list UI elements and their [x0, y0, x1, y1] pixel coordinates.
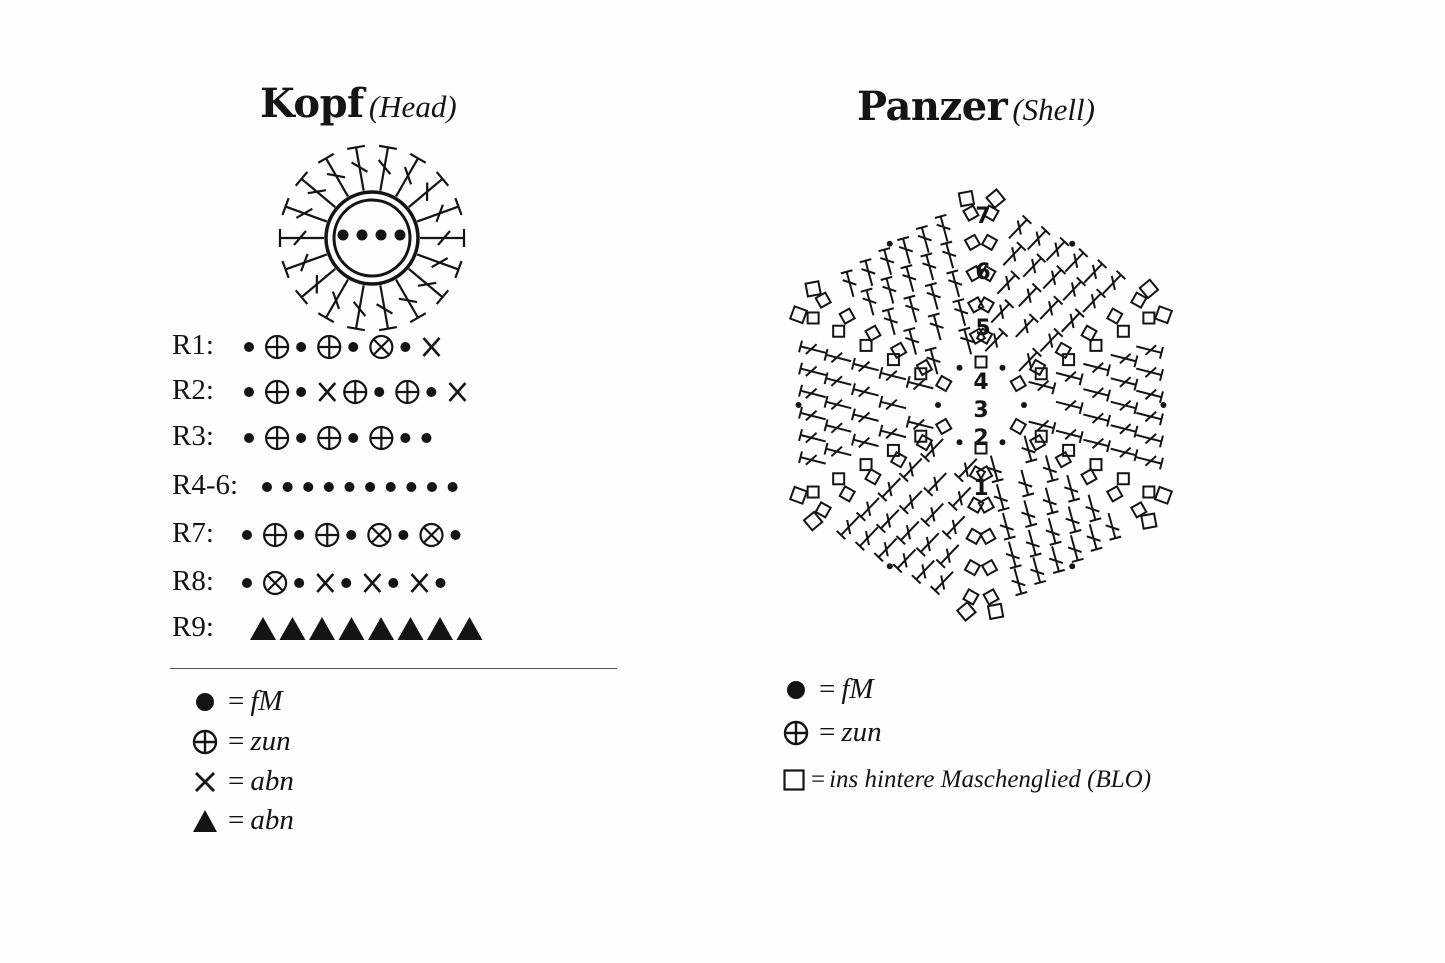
post-stitch	[940, 242, 956, 269]
stitch-dot	[1069, 241, 1075, 247]
post-stitch	[1029, 381, 1056, 394]
round-number: 4	[973, 370, 989, 395]
stitch-increase	[264, 524, 286, 546]
blo-square	[1118, 326, 1129, 337]
cross-icon	[192, 769, 218, 795]
shell-legend-blo: = ins hintere Maschenglied (BLO)	[783, 766, 1151, 794]
post-stitch	[1111, 354, 1138, 367]
stitch-dot	[296, 387, 306, 397]
stitch-dot	[400, 433, 410, 443]
post-stitch	[1083, 439, 1110, 452]
head-row-label: R4-6:	[172, 469, 239, 501]
blo-square	[808, 312, 819, 323]
stitch-dot	[450, 530, 460, 540]
post-stitch	[1029, 421, 1056, 434]
post-stitch	[1043, 488, 1059, 515]
blo-square	[1155, 306, 1172, 323]
shell-hexagon-diagram	[761, 170, 1201, 640]
blo-square	[888, 354, 899, 365]
post-stitch	[928, 313, 944, 340]
head-row-stitches	[240, 330, 500, 364]
post-stitch	[852, 409, 879, 422]
stitch-dot	[435, 578, 445, 588]
shell-legend-zun-text: zun	[841, 716, 882, 748]
stitch-dot	[1160, 402, 1166, 408]
stitch-dot	[957, 439, 963, 445]
stitch-decrease	[319, 383, 335, 401]
spoke-stitch	[420, 229, 464, 247]
round-number: 7	[975, 204, 991, 229]
post-stitch	[799, 385, 826, 398]
post-stitch	[1083, 363, 1110, 376]
shell-title	[857, 83, 1095, 130]
post-stitch	[912, 561, 934, 584]
blo-square	[1131, 293, 1146, 308]
blo-square	[833, 326, 844, 337]
blo-square	[790, 306, 807, 323]
stitch-dot	[1021, 402, 1027, 408]
post-stitch	[1040, 296, 1062, 319]
head-row-stitches	[238, 518, 498, 552]
blo-square	[1082, 326, 1097, 341]
round-number: 3	[973, 398, 989, 423]
post-stitch	[1086, 495, 1102, 522]
stitch-dot	[426, 387, 436, 397]
stitch-dot	[957, 365, 963, 371]
stitch-invisible-decrease	[250, 617, 276, 640]
post-stitch	[825, 372, 852, 385]
post-stitch	[1062, 309, 1084, 332]
post-stitch	[988, 456, 1004, 483]
post-stitch	[1084, 260, 1106, 283]
blo-square	[988, 604, 1003, 619]
blo-square	[816, 502, 831, 517]
post-stitch	[893, 550, 915, 573]
stitch-dot	[1000, 439, 1006, 445]
post-stitch	[1111, 424, 1138, 437]
stitch-dot	[296, 433, 306, 443]
post-stitch	[947, 270, 963, 297]
post-stitch	[1083, 413, 1110, 426]
stitch-increase	[370, 427, 392, 449]
post-stitch	[882, 308, 898, 335]
stitch-dot	[935, 402, 941, 408]
head-title-sub: (Head)	[368, 89, 457, 124]
blo-square	[1118, 473, 1129, 484]
post-stitch	[901, 265, 917, 292]
spoke-stitch	[282, 254, 326, 278]
post-stitch	[1003, 242, 1025, 265]
blo-square	[1090, 340, 1101, 351]
blo-square	[1107, 309, 1122, 324]
stitch-invisible-decrease	[398, 617, 424, 640]
stitch-dot	[296, 342, 306, 352]
post-stitch	[959, 328, 975, 355]
blo-square	[936, 376, 951, 391]
post-stitch	[1000, 513, 1016, 540]
post-stitch	[1043, 266, 1065, 289]
post-stitch	[907, 376, 934, 389]
post-stitch	[1021, 500, 1037, 527]
blo-square	[833, 473, 844, 484]
stitch-dot	[1000, 365, 1006, 371]
head-divider	[170, 668, 617, 669]
stitch-dot	[887, 241, 893, 247]
post-stitch	[1087, 524, 1103, 551]
blo-square	[968, 297, 983, 312]
triangle-icon	[192, 808, 218, 834]
spoke-stitch	[296, 172, 335, 207]
shell-legend-fm: = fM	[783, 673, 874, 706]
stitch-dot	[427, 482, 437, 492]
blo-square	[980, 529, 995, 544]
head-title	[260, 80, 457, 127]
post-stitch	[1064, 475, 1080, 502]
post-stitch	[825, 443, 852, 456]
post-stitch	[1056, 430, 1083, 443]
post-stitch	[997, 271, 1019, 294]
spoke-stitch	[409, 269, 448, 304]
post-stitch	[921, 253, 937, 280]
blo-square	[1141, 514, 1156, 529]
blo-square	[965, 235, 980, 250]
shell-title-main: Panzer	[857, 83, 1008, 130]
post-stitch	[1018, 470, 1034, 497]
stitch-increase	[266, 336, 288, 358]
post-stitch	[935, 215, 951, 242]
head-legend-abn-cross: = abn	[192, 765, 294, 798]
post-stitch	[1083, 388, 1110, 401]
stitch-decrease	[411, 574, 427, 592]
head-legend-fm: = fM	[192, 685, 283, 718]
stitch-increase	[344, 381, 366, 403]
head-row-stitches	[240, 421, 500, 455]
head-legend-abn-cross-text: abn	[250, 765, 294, 797]
stitch-invisible-decrease	[309, 617, 335, 640]
blo-square	[1056, 452, 1071, 467]
stitch-increase	[266, 381, 288, 403]
stitch-invisible-decrease	[280, 617, 306, 640]
blo-square	[840, 309, 855, 324]
post-stitch	[921, 504, 943, 527]
stitch-dot	[796, 402, 802, 408]
stitch-invisible-decrease	[457, 617, 483, 640]
dot-icon	[783, 677, 809, 703]
post-stitch	[877, 510, 899, 533]
post-stitch	[852, 383, 879, 396]
blo-square	[865, 469, 880, 484]
spoke-stitch	[347, 285, 365, 330]
post-stitch	[1136, 412, 1163, 425]
post-stitch	[841, 270, 857, 297]
shell-title-sub: (Shell)	[1012, 92, 1095, 127]
post-stitch	[907, 416, 934, 429]
head-row-label: R2:	[172, 374, 214, 406]
blo-square	[1063, 354, 1074, 365]
stitch-decrease	[317, 574, 333, 592]
stitch-dot	[348, 342, 358, 352]
post-stitch	[1012, 568, 1028, 595]
post-stitch	[1026, 530, 1042, 557]
stitch-invisible-decrease	[339, 617, 365, 640]
stitch-dot	[294, 578, 304, 588]
square-icon	[783, 769, 805, 791]
post-stitch	[936, 545, 958, 568]
blo-square	[1155, 487, 1172, 504]
post-stitch	[799, 407, 826, 420]
post-stitch	[1049, 546, 1065, 573]
post-stitch	[1068, 535, 1084, 562]
blo-square	[982, 235, 997, 250]
post-stitch	[1083, 289, 1105, 312]
stitch-dot	[344, 482, 354, 492]
post-stitch	[1111, 448, 1138, 461]
post-stitch	[825, 419, 852, 432]
blo-square	[888, 445, 899, 456]
blo-square	[840, 486, 855, 501]
spoke-stitch	[377, 285, 397, 330]
head-legend-zun-text: zun	[250, 725, 291, 757]
round-number: 6	[975, 260, 991, 285]
post-stitch	[942, 516, 964, 539]
round-number: 1	[973, 476, 989, 501]
post-stitch	[1016, 314, 1038, 337]
blo-square	[865, 326, 880, 341]
stitch-increase	[318, 427, 340, 449]
stitch-dot	[400, 342, 410, 352]
stitch-dot	[303, 482, 313, 492]
post-stitch	[799, 363, 826, 376]
stitch-decrease-circled	[264, 572, 286, 594]
post-stitch	[899, 491, 921, 514]
post-stitch	[852, 358, 879, 371]
post-stitch	[1136, 434, 1163, 447]
stitch-increase	[266, 427, 288, 449]
spoke-stitch	[280, 229, 324, 247]
post-stitch	[799, 451, 826, 464]
blo-square	[982, 560, 997, 575]
stitch-dot	[448, 482, 458, 492]
stitch-dot	[324, 482, 334, 492]
post-stitch	[1103, 271, 1125, 294]
post-stitch	[1028, 227, 1050, 250]
post-stitch	[1030, 557, 1046, 584]
spoke-stitch	[417, 198, 461, 222]
spoke-stitch	[409, 172, 448, 207]
post-stitch	[878, 248, 894, 275]
stitch-dot	[365, 482, 375, 492]
post-stitch	[1066, 506, 1082, 533]
blo-square	[861, 459, 872, 470]
blo-square	[1143, 487, 1154, 498]
blo-square	[861, 340, 872, 351]
blo-square	[984, 589, 999, 604]
head-row-stitches	[238, 566, 498, 600]
post-stitch	[825, 396, 852, 409]
post-stitch	[874, 538, 896, 561]
spoke-stitch	[296, 269, 335, 304]
stitch-increase	[396, 381, 418, 403]
stitch-dot	[386, 482, 396, 492]
head-legend-abn-triangle: = abn	[192, 804, 294, 837]
shell-legend-blo-text: ins hintere Maschenglied (BLO)	[829, 766, 1152, 793]
stitch-dot	[374, 387, 384, 397]
stitch-dot	[341, 578, 351, 588]
post-stitch	[924, 473, 946, 496]
post-stitch	[825, 349, 852, 362]
stitch-dot	[348, 433, 358, 443]
stitch-dot	[244, 342, 254, 352]
blo-square	[1011, 376, 1026, 391]
post-stitch	[897, 237, 913, 264]
head-row-stitches	[246, 612, 506, 646]
blo-square	[806, 281, 821, 296]
blo-square	[808, 487, 819, 498]
head-legend-fm-text: fM	[250, 685, 283, 717]
post-stitch	[931, 572, 953, 595]
stitch-dot	[242, 530, 252, 540]
stitch-dot	[242, 578, 252, 588]
head-row-label: R8:	[172, 565, 214, 597]
post-stitch	[881, 277, 897, 304]
stitch-dot	[406, 482, 416, 492]
stitch-dot	[283, 482, 293, 492]
stitch-increase	[318, 336, 340, 358]
stitch-dot	[421, 433, 431, 443]
post-stitch	[1009, 215, 1031, 238]
head-legend-abn-triangle-text: abn	[250, 804, 294, 836]
post-stitch	[861, 289, 877, 316]
blo-square	[936, 419, 951, 434]
post-stitch	[860, 259, 876, 286]
shell-legend-fm-text: fM	[841, 673, 874, 705]
blo-square	[1082, 469, 1097, 484]
post-stitch	[852, 434, 879, 447]
head-round-diagram	[272, 143, 472, 333]
post-stitch	[799, 429, 826, 442]
post-stitch	[1047, 238, 1069, 261]
stitch-decrease-circled	[370, 336, 392, 358]
post-stitch	[856, 527, 878, 550]
dot-icon	[192, 689, 218, 715]
head-legend-zun: = zun	[192, 725, 291, 758]
post-stitch	[1136, 390, 1163, 403]
stitch-dot	[262, 482, 272, 492]
post-stitch	[878, 478, 900, 501]
blo-square	[1011, 419, 1026, 434]
head-row-label: R1:	[172, 329, 214, 361]
post-stitch	[1019, 284, 1041, 307]
spoke-stitch	[347, 146, 367, 191]
post-stitch	[879, 396, 906, 409]
circle-plus-icon	[783, 720, 809, 746]
spoke-stitch	[417, 254, 461, 278]
post-stitch	[799, 341, 826, 354]
blo-square	[967, 529, 982, 544]
spoke-stitch	[282, 198, 326, 222]
round-number: 5	[975, 316, 991, 341]
stitch-invisible-decrease	[427, 617, 453, 640]
post-stitch	[1006, 542, 1022, 569]
post-stitch	[1063, 277, 1085, 300]
stitch-decrease-circled	[420, 524, 442, 546]
blo-square	[1107, 486, 1122, 501]
blo-square	[976, 357, 987, 368]
head-row-stitches	[258, 470, 518, 504]
stitch-dot	[398, 530, 408, 540]
stitch-decrease	[364, 574, 380, 592]
head-row-stitches	[240, 375, 500, 409]
post-stitch	[1046, 518, 1062, 545]
post-stitch	[953, 299, 969, 326]
blo-square	[963, 589, 978, 604]
post-stitch	[837, 516, 859, 539]
head-row-label: R9:	[172, 611, 214, 643]
head-row-label: R7:	[172, 517, 214, 549]
stitch-dot	[346, 530, 356, 540]
blo-square	[965, 560, 980, 575]
stitch-dot	[244, 433, 254, 443]
stitch-dot	[1069, 563, 1075, 569]
post-stitch	[857, 498, 879, 521]
stitch-decrease	[423, 338, 439, 356]
head-title-main: Kopf	[260, 80, 364, 127]
post-stitch	[1136, 345, 1163, 358]
stitch-invisible-decrease	[368, 617, 394, 640]
post-stitch	[1111, 401, 1138, 414]
stitch-decrease-circled	[368, 524, 390, 546]
blo-square	[891, 343, 906, 358]
post-stitch	[925, 283, 941, 310]
spoke-stitch	[396, 154, 426, 197]
post-stitch	[1056, 372, 1083, 385]
spoke-stitch	[318, 280, 348, 323]
post-stitch	[916, 533, 938, 556]
post-stitch	[1056, 401, 1083, 414]
head-row-label: R3:	[172, 420, 214, 452]
blo-square	[1090, 459, 1101, 470]
blo-square	[1143, 312, 1154, 323]
blo-square	[790, 487, 807, 504]
post-stitch	[1136, 367, 1163, 380]
post-stitch	[916, 226, 932, 253]
post-stitch	[994, 484, 1010, 511]
post-stitch	[1106, 513, 1122, 540]
stitch-decrease	[449, 383, 465, 401]
round-number: 2	[973, 426, 989, 451]
blo-square	[1063, 445, 1074, 456]
post-stitch	[897, 521, 919, 544]
spoke-stitch	[379, 146, 397, 191]
post-stitch	[1111, 377, 1138, 390]
stitch-dot	[887, 563, 893, 569]
post-stitch	[879, 425, 906, 438]
stitch-increase	[316, 524, 338, 546]
post-stitch	[1136, 456, 1163, 469]
post-stitch	[1023, 254, 1045, 277]
shell-legend-zun: = zun	[783, 716, 882, 749]
blo-square	[959, 191, 974, 206]
post-stitch	[904, 296, 920, 323]
stitch-dot	[294, 530, 304, 540]
post-stitch	[879, 367, 906, 380]
stitch-dot	[244, 387, 254, 397]
post-stitch	[1065, 249, 1087, 272]
circle-plus-icon	[192, 729, 218, 755]
stitch-dot	[388, 578, 398, 588]
